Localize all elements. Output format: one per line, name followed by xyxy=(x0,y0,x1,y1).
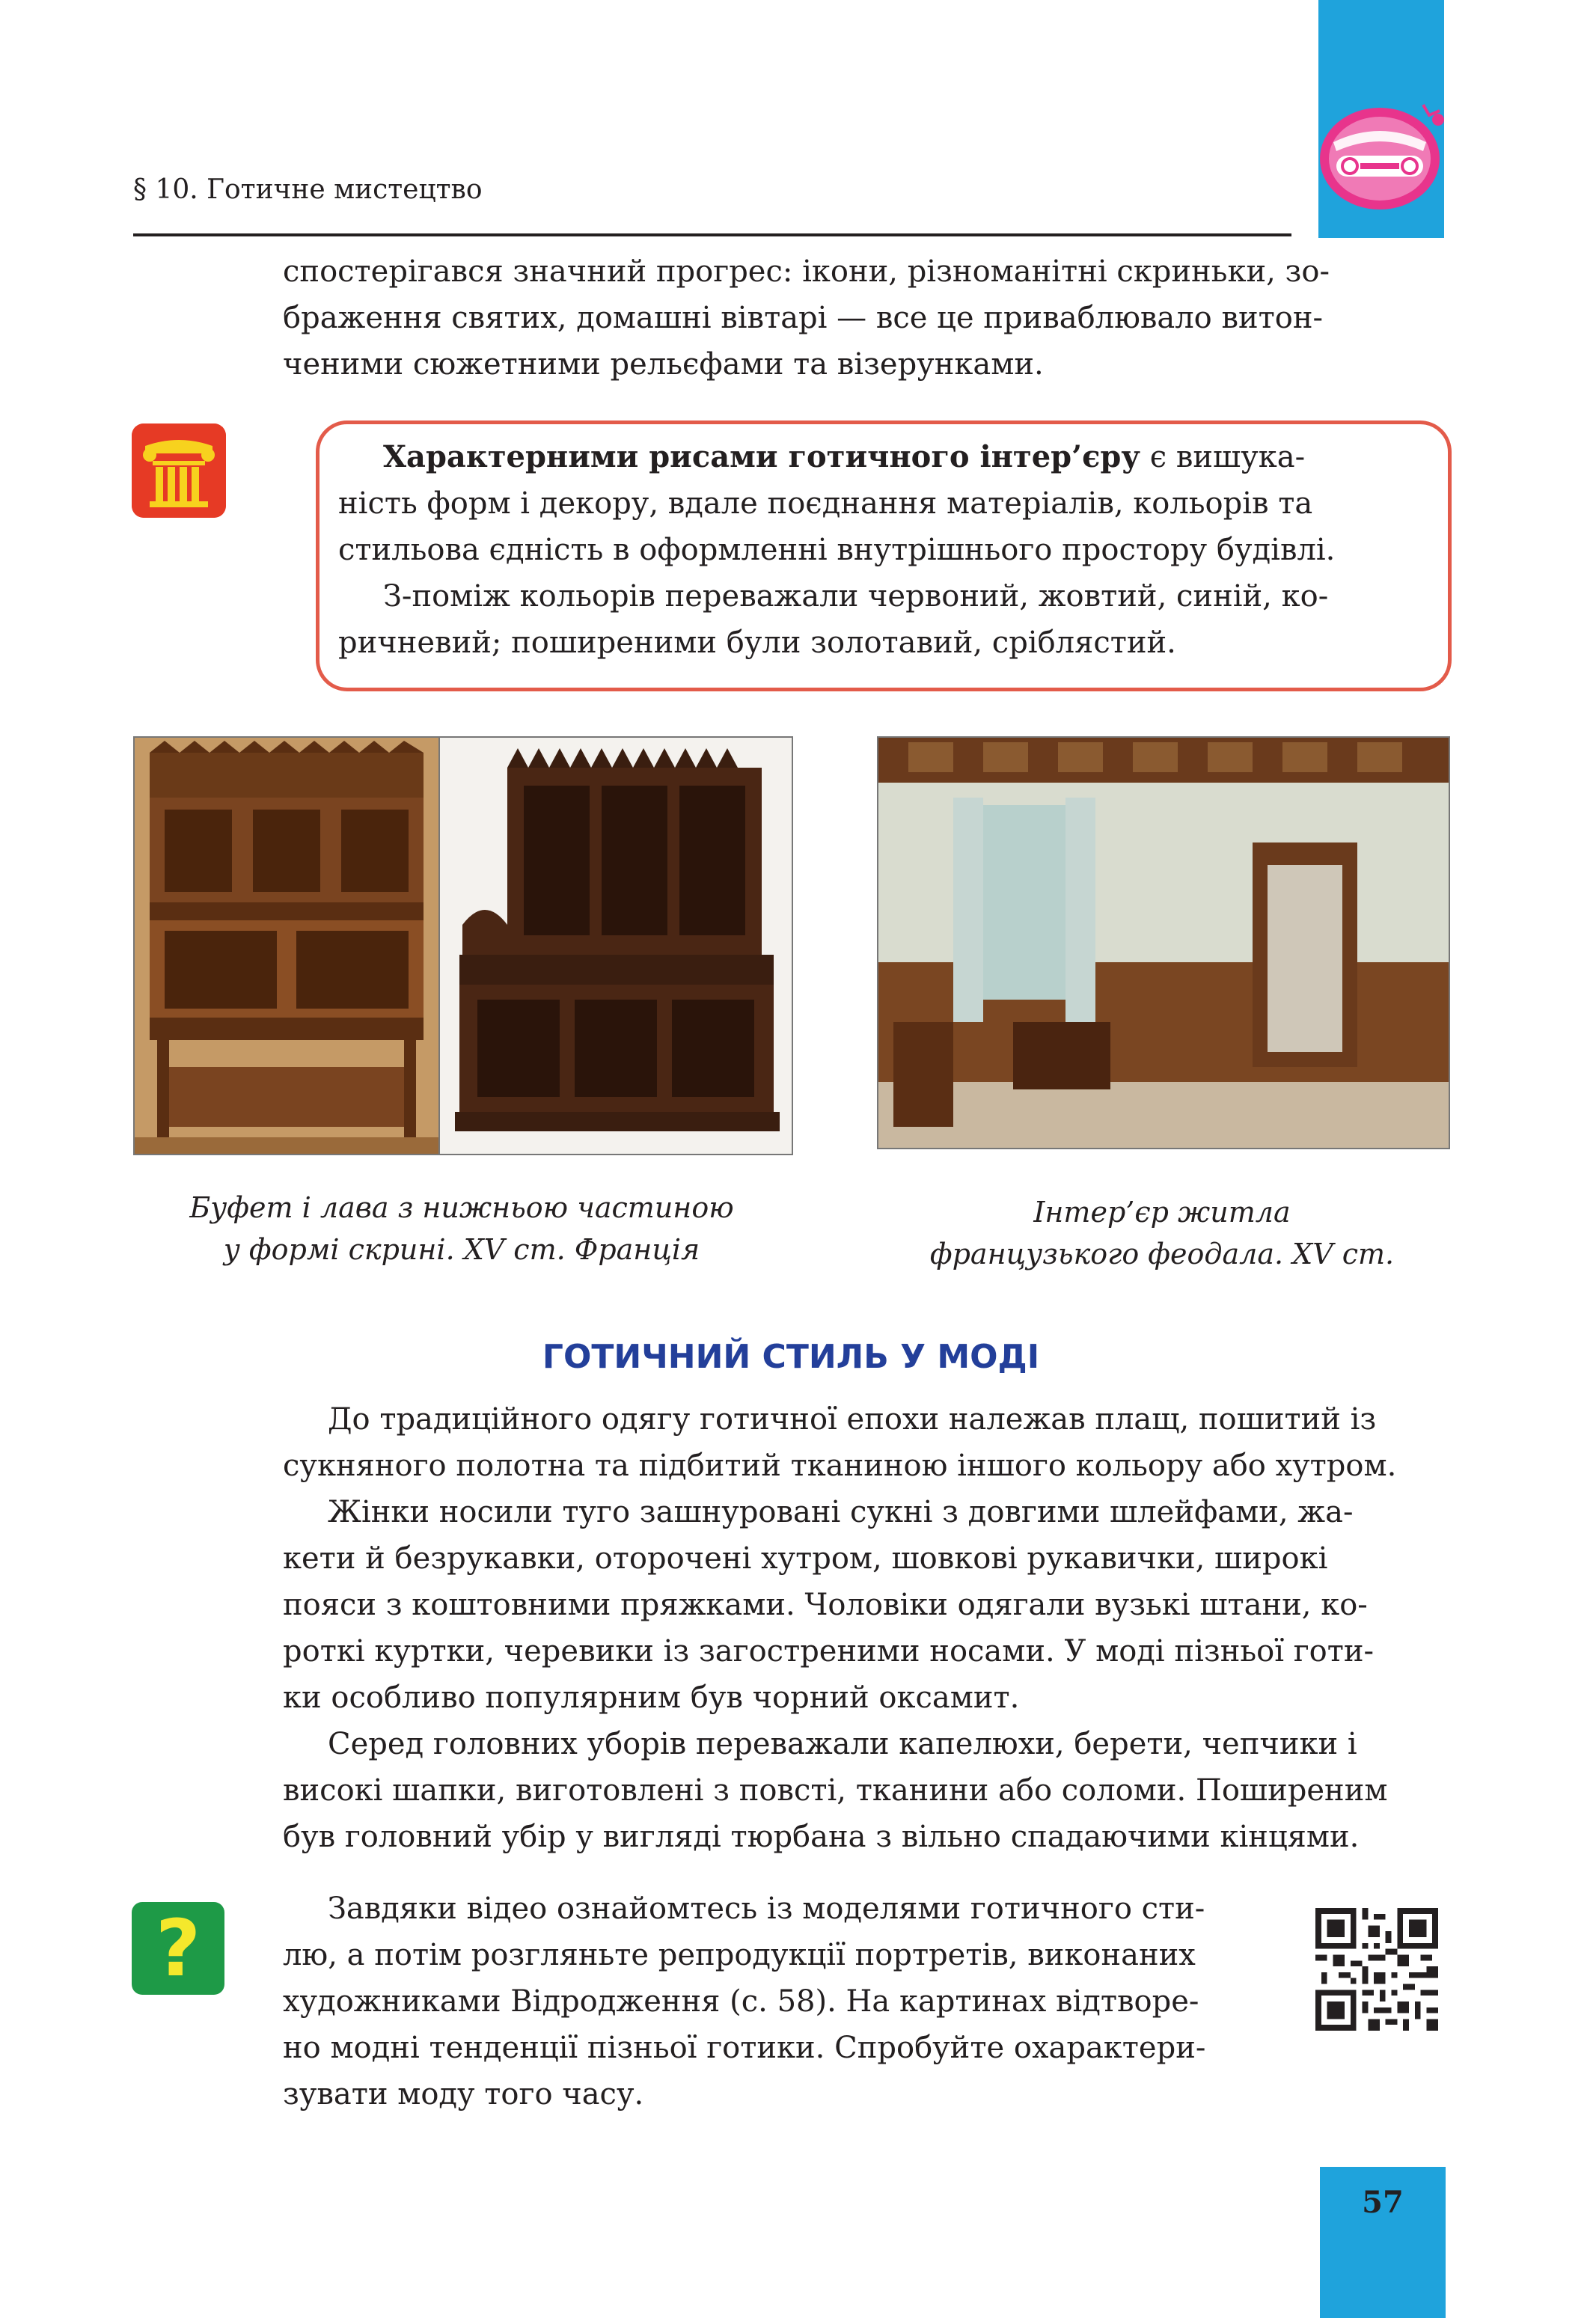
question-icon: ? xyxy=(132,1902,224,1995)
task-paragraph xyxy=(283,1886,1281,2117)
text-line: З-поміж кольорів переважали червоний, жовтий, синій, ко- xyxy=(383,579,1329,614)
intro-paragraph xyxy=(283,248,1449,388)
callout-lead-rest: є вишука- xyxy=(1140,440,1306,474)
text-line: ричневий; поширеними були золотавий, сріблястий. xyxy=(338,626,1176,660)
text-line: роткі куртки, черевики із загостреними носами. У моді пізньої готи- xyxy=(283,1634,1375,1669)
text-line: високі шапки, виготовлені з повсті, тканини або соломи. Поширеним xyxy=(283,1773,1388,1808)
text-line: пояси з коштовними пряжками. Чоловіки одягали вузькі штани, ко- xyxy=(283,1588,1368,1622)
text-line: ки особливо популярним був чорний оксамит. xyxy=(283,1681,1020,1715)
interior-caption xyxy=(877,1191,1447,1275)
text-line: зувати моду того часу. xyxy=(283,2077,644,2111)
text-line: но модні тенденції пізньої готики. Спробуйте охарактери- xyxy=(283,2031,1206,2065)
header-divider xyxy=(133,233,1291,236)
column-icon xyxy=(132,423,226,518)
text-line: Жінки носили туго зашнуровані сукні з довгими шлейфами, жа- xyxy=(328,1495,1354,1529)
bench-photo xyxy=(438,736,793,1155)
buffet-bench-caption xyxy=(133,1187,790,1270)
text-line: Серед головних уборів переважали капелюхи, берети, чепчики і xyxy=(328,1727,1357,1761)
caption-line: Буфет і лава з нижньою частиною xyxy=(189,1191,734,1224)
text-line: лю, а потім розгляньте репродукції портретів, виконаних xyxy=(283,1938,1196,1972)
text-line: браження святих, домашні вівтарі — все це приваблювало витон- xyxy=(283,301,1324,335)
art-emblem-icon xyxy=(1311,90,1450,217)
caption-line: французького феодала. XV ст. xyxy=(929,1238,1395,1270)
caption-line: у формі скрині. XV ст. Франція xyxy=(223,1233,700,1266)
text-line: ченими сюжетними рельєфами та візерунками. xyxy=(283,347,1044,382)
text-line: був головний убір у вигляді тюрбана з вільно спадаючими кінцями. xyxy=(283,1820,1360,1854)
fashion-paragraphs xyxy=(283,1396,1449,1860)
qr-code-icon[interactable] xyxy=(1315,1908,1438,2031)
text-line: спостерігався значний прогрес: ікони, різноманітні скриньки, зо- xyxy=(283,254,1330,289)
text-line: сукняного полотна та підбитий тканиною іншого кольору або хутром. xyxy=(283,1449,1397,1483)
section-header: § 10. Готичне мистецтво xyxy=(133,174,483,205)
caption-line: Інтер’єр житла xyxy=(1033,1196,1291,1229)
interior-photo xyxy=(877,736,1450,1149)
text-line: До традиційного одягу готичної епохи належав плащ, пошитий із xyxy=(328,1402,1377,1437)
callout-lead-bold: Характерними рисами готичного інтер’єру xyxy=(383,439,1140,474)
page-number: 57 xyxy=(1362,2185,1404,2220)
text-line: кети й безрукавки, оторочені хутром, шовкові рукавички, широкі xyxy=(283,1541,1328,1576)
section-title: ГОТИЧНИЙ СТИЛЬ У МОДІ xyxy=(542,1338,1040,1376)
text-line: Завдяки відео ознайомтесь із моделями готичного сти- xyxy=(328,1892,1205,1926)
buffet-photo xyxy=(133,736,440,1155)
text-line: ність форм і декору, вдале поєднання матеріалів, кольорів та xyxy=(338,486,1313,521)
text-line: художниками Відродження (с. 58). На картинах відтворе- xyxy=(283,1984,1199,2019)
callout-text xyxy=(338,434,1398,666)
text-line: стильова єдність в оформленні внутрішнього простору будівлі. xyxy=(338,533,1336,567)
